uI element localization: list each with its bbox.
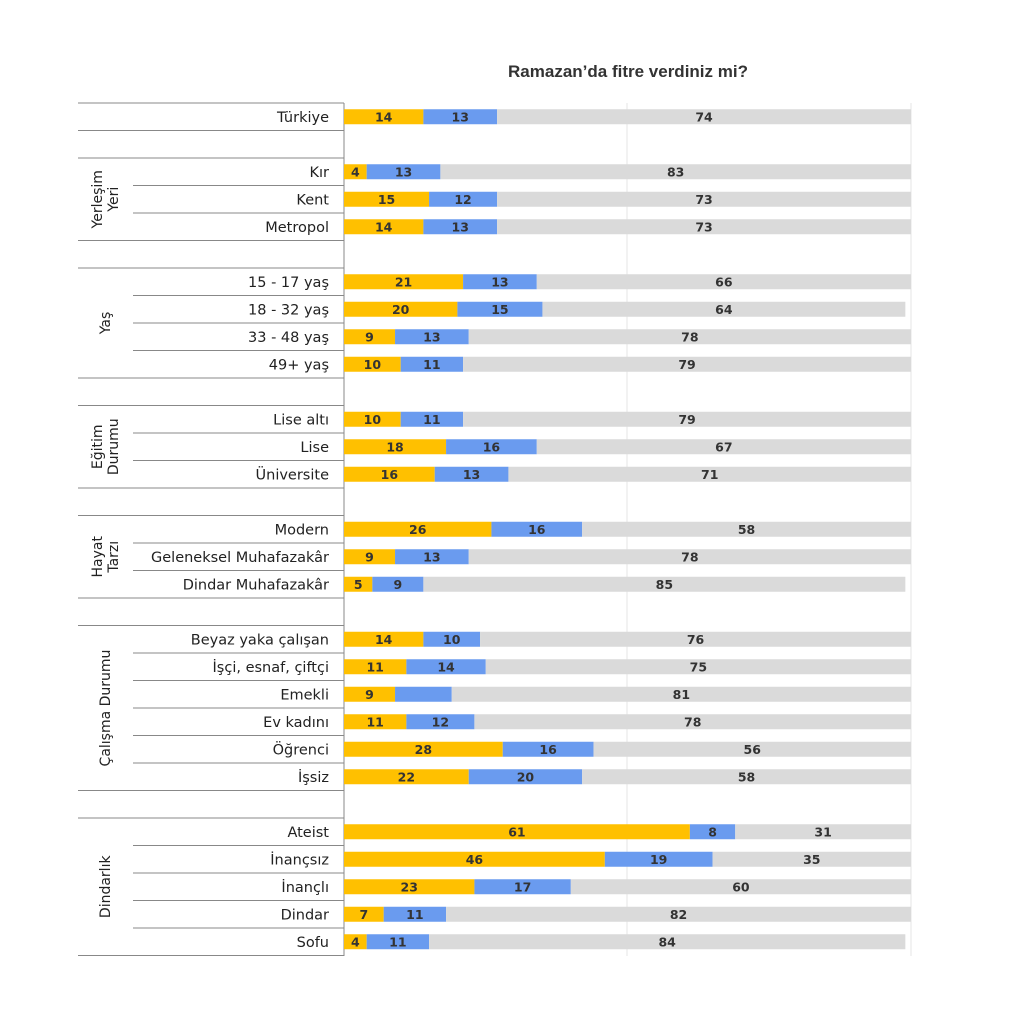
group-label: Durumu	[106, 418, 122, 476]
group-label: Hayat	[90, 536, 106, 578]
category-label: 49+ yaş	[268, 357, 329, 374]
data-label: 82	[669, 906, 688, 922]
data-label: 9	[365, 549, 374, 565]
data-label: 71	[701, 466, 719, 482]
category-label: Emekli	[280, 687, 329, 704]
data-label: 10	[443, 631, 461, 647]
data-label: 14	[374, 631, 393, 647]
data-label: 21	[394, 274, 413, 290]
bar-segment	[395, 687, 452, 702]
data-label: 16	[380, 466, 399, 482]
category-label: Lise	[300, 439, 329, 456]
data-label: 15	[491, 301, 509, 317]
data-label: 78	[684, 714, 702, 730]
data-label: 16	[482, 439, 501, 455]
group-label: Yeri	[106, 186, 122, 212]
data-label: 81	[672, 686, 691, 702]
data-label: 11	[366, 714, 384, 730]
data-label: 4	[350, 934, 360, 950]
data-label: 64	[715, 301, 733, 317]
data-label: 19	[649, 851, 668, 867]
data-label: 17	[513, 879, 532, 895]
data-label: 11	[366, 659, 384, 675]
data-label: 13	[462, 466, 481, 482]
data-label: 11	[389, 934, 407, 950]
category-label: Modern	[274, 522, 329, 539]
data-label: 15	[377, 191, 396, 207]
category-label: Kır	[309, 164, 329, 181]
category-label: İnançsız	[270, 852, 329, 869]
category-label: Türkiye	[277, 109, 329, 126]
category-label: İnançlı	[281, 879, 329, 896]
data-label: 13	[451, 109, 469, 125]
data-label: 16	[528, 521, 546, 537]
data-label: 18	[386, 439, 404, 455]
category-label: Lise altı	[273, 412, 329, 429]
data-label: 13	[423, 329, 441, 345]
data-label: 60	[732, 879, 750, 895]
category-label: İşsiz	[297, 769, 329, 786]
data-label: 14	[374, 219, 393, 235]
category-label: Metropol	[265, 219, 329, 236]
data-label: 85	[655, 576, 674, 592]
data-label: 23	[400, 879, 418, 895]
data-label: 11	[423, 411, 441, 427]
data-label: 46	[465, 851, 484, 867]
data-label: 73	[695, 219, 713, 235]
data-label: 67	[715, 439, 733, 455]
data-label: 9	[365, 686, 374, 702]
data-label: 4	[350, 164, 360, 180]
data-label: 12	[431, 714, 450, 730]
data-label: 13	[394, 164, 413, 180]
data-label: 28	[414, 741, 433, 757]
data-label: 78	[681, 329, 699, 345]
group-label: Dindarlık	[98, 855, 114, 919]
data-label: 20	[516, 769, 535, 785]
data-label: 8	[708, 824, 717, 840]
data-label: 35	[803, 851, 821, 867]
data-label: 79	[678, 356, 696, 372]
group-label: Yaş	[98, 311, 114, 335]
group-label: Eğitim	[90, 424, 106, 470]
category-label: Ateist	[287, 824, 329, 841]
data-label: 58	[737, 521, 756, 537]
data-label: 10	[363, 411, 382, 427]
data-label: 13	[491, 274, 509, 290]
data-label: 79	[678, 411, 696, 427]
category-label: 18 - 32 yaş	[248, 302, 329, 319]
data-label: 16	[539, 741, 557, 757]
data-label: 9	[365, 329, 374, 345]
data-label: 84	[658, 934, 676, 950]
data-label: 58	[737, 769, 756, 785]
group-label: Tarzı	[106, 540, 122, 573]
data-label: 11	[406, 906, 424, 922]
data-label: 7	[359, 906, 369, 922]
group-label: Yerleşim	[90, 170, 106, 229]
data-label: 76	[686, 631, 705, 647]
category-label: Beyaz yaka çalışan	[190, 632, 329, 649]
chart-title: Ramazan’da fitre verdiniz mi?	[508, 62, 748, 81]
data-label: 14	[437, 659, 455, 675]
data-label: 74	[695, 109, 713, 125]
data-label: 20	[391, 301, 410, 317]
data-label: 56	[743, 741, 761, 757]
category-label: Ev kadını	[263, 714, 329, 731]
data-label: 12	[454, 191, 472, 207]
data-label: 13	[423, 549, 441, 565]
data-label: 83	[666, 164, 685, 180]
category-label: 15 - 17 yaş	[248, 274, 329, 291]
category-label: 33 - 48 yaş	[248, 329, 329, 346]
data-label: 14	[374, 109, 393, 125]
category-label: Dindar Muhafazakâr	[182, 577, 329, 594]
data-label: 26	[409, 521, 427, 537]
data-label: 66	[715, 274, 733, 290]
data-label: 61	[508, 824, 526, 840]
group-label: Çalışma Durumu	[98, 649, 114, 767]
data-label: 5	[353, 576, 363, 592]
data-label: 75	[689, 659, 708, 675]
category-label: İşçi, esnaf, çiftçi	[212, 659, 329, 676]
category-label: Sofu	[296, 934, 329, 951]
data-label: 9	[393, 576, 403, 592]
category-label: Dindar	[280, 907, 329, 924]
data-label: 78	[681, 549, 699, 565]
data-label: 10	[363, 356, 382, 372]
data-label: 73	[695, 191, 713, 207]
category-label: Kent	[296, 192, 329, 209]
category-label: Öğrenci	[272, 742, 329, 759]
data-label: 11	[423, 356, 441, 372]
data-label: 31	[814, 824, 832, 840]
category-label: Geleneksel Muhafazakâr	[151, 549, 329, 566]
category-label: Üniversite	[255, 467, 329, 484]
data-label: 13	[451, 219, 469, 235]
data-label: 22	[397, 769, 416, 785]
